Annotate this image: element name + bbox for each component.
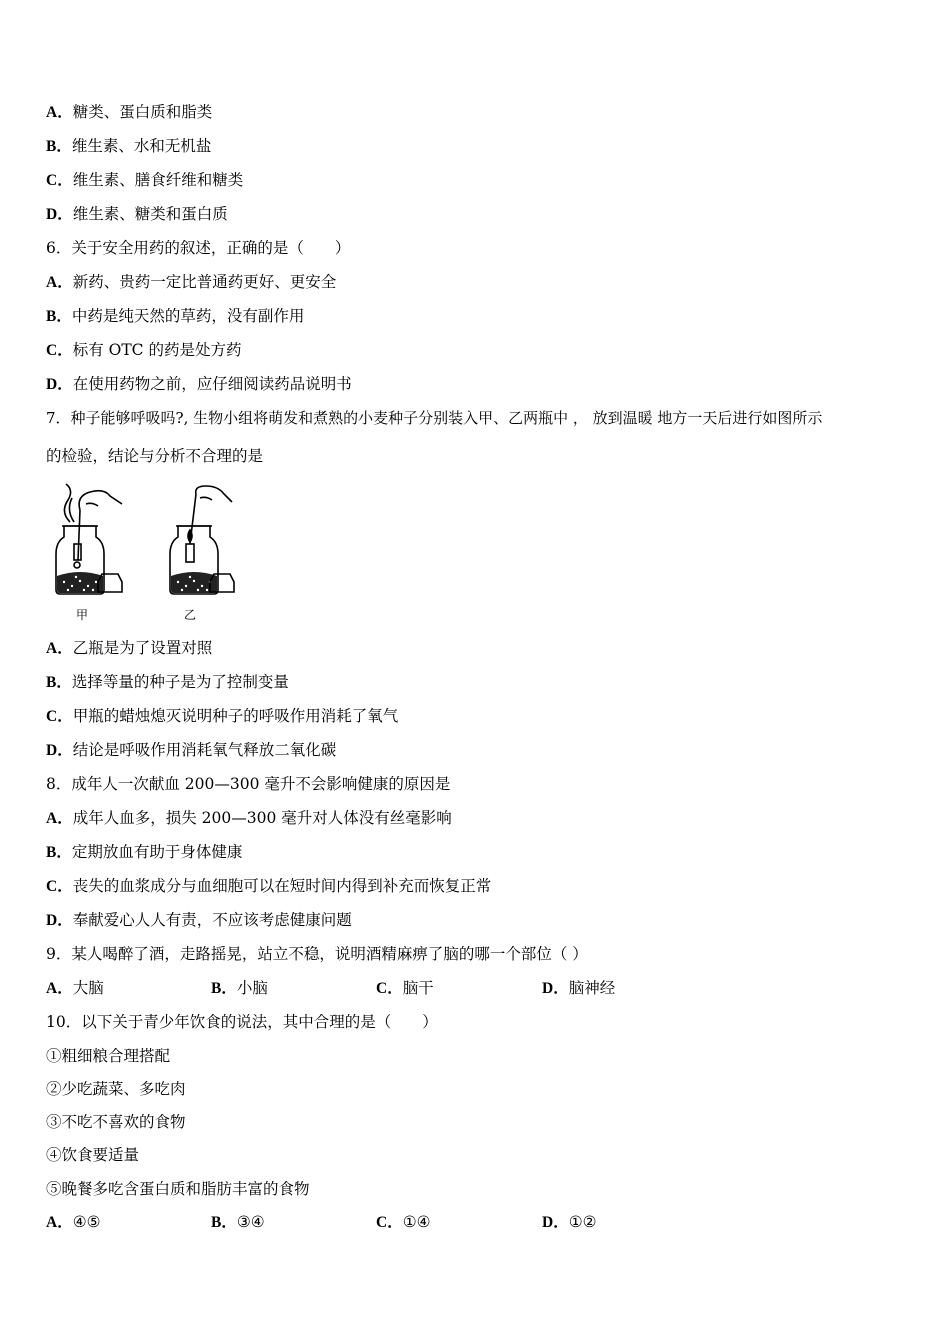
q7-option-b: B．选择等量的种子是为了控制变量 (46, 673, 289, 691)
q7-option-d: D．结论是呼吸作用消耗氧气释放二氧化碳 (46, 741, 337, 759)
q8-option-b: B．定期放血有助于身体健康 (46, 843, 243, 861)
q9-option-b: B．小脑 (211, 979, 268, 997)
q10-options-row (46, 1212, 906, 1232)
figure-label-jia: 甲 (76, 608, 89, 622)
q8-option-c: C．丧失的血浆成分与血细胞可以在短时间内得到补充而恢复正常 (46, 877, 492, 895)
q10-option-a: A．④⑤ (46, 1213, 101, 1231)
q7-experiment-figure (46, 482, 246, 627)
q9-stem: 9．某人喝醉了酒，走路摇晃，站立不稳，说明酒精麻痹了脑的哪一个部位（ ） (46, 945, 588, 963)
q7-option-c: C．甲瓶的蜡烛熄灭说明种子的呼吸作用消耗了氧气 (46, 707, 399, 725)
q10-option-c: C．①④ (376, 1213, 431, 1231)
q10-item: ④饮食要适量 (46, 1146, 140, 1164)
q10-item: ②少吃蔬菜、多吃肉 (46, 1080, 186, 1098)
q10-item: ⑤晚餐多吃含蛋白质和脂肪丰富的食物 (46, 1180, 310, 1198)
q8-option-a: A．成年人血多，损失 200—300 毫升对人体没有丝毫影响 (46, 809, 452, 827)
q6-option-c: C．标有 OTC 的药是处方药 (46, 341, 242, 359)
figure-label-yi: 乙 (184, 608, 197, 622)
q10-stem: 10．以下关于青少年饮食的说法，其中合理的是（ ） (46, 1013, 438, 1031)
q9-option-d: D．脑神经 (542, 979, 616, 997)
q8-stem: 8．成年人一次献血 200—300 毫升不会影响健康的原因是 (46, 775, 451, 793)
q10-item: ①粗细粮合理搭配 (46, 1047, 171, 1065)
q5-option-b: B．维生素、水和无机盐 (46, 137, 212, 155)
q9-option-a: A．大脑 (46, 979, 104, 997)
q5-option-c: C．维生素、膳食纤维和糖类 (46, 171, 244, 189)
q5-option-d: D．维生素、糖类和蛋白质 (46, 205, 228, 223)
q6-option-d: D．在使用药物之前，应仔细阅读药品说明书 (46, 375, 352, 393)
q6-option-a: A．新药、贵药一定比普通药更好、更安全 (46, 273, 337, 291)
q10-option-b: B．③④ (211, 1213, 265, 1231)
q10-option-d: D．①② (542, 1213, 597, 1231)
q6-option-b: B．中药是纯天然的草药，没有副作用 (46, 307, 305, 325)
q5-option-a: A．糖类、蛋白质和脂类 (46, 103, 213, 121)
q7-option-a: A．乙瓶是为了设置对照 (46, 639, 213, 657)
q9-options-row (46, 978, 906, 998)
q9-option-c: C．脑干 (376, 979, 434, 997)
q6-stem: 6．关于安全用药的叙述，正确的是（ ） (46, 239, 351, 257)
q7-stem-line1: 7．种子能够呼吸吗?, 生物小组将萌发和煮熟的小麦种子分别装入甲、乙两瓶中 ， 放到温暖 地方一天后进行如图所示 (46, 409, 823, 427)
q8-option-d: D．奉献爱心人人有责，不应该考虑健康问题 (46, 911, 352, 929)
q7-stem-line2: 的检验，结论与分析不合理的是 (46, 447, 264, 465)
q10-item: ③不吃不喜欢的食物 (46, 1113, 186, 1131)
